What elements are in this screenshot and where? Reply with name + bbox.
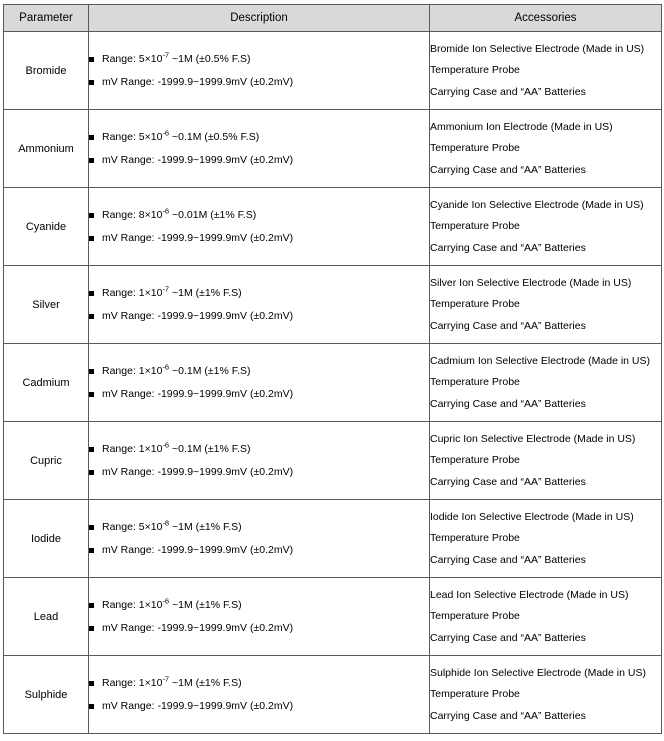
parameter-name: Cyanide <box>4 188 89 266</box>
accessory-item: Temperature Probe <box>430 454 520 467</box>
range-line <box>89 674 429 689</box>
bullet-square-icon <box>89 369 94 374</box>
accessory-item: Carrying Case and “AA” Batteries <box>430 553 586 566</box>
bullet-square-icon <box>89 392 94 397</box>
description-cell <box>89 188 430 266</box>
table-row <box>4 656 662 734</box>
mv-range-text: mV Range: -1999.9~1999.9mV (±0.2mV) <box>102 153 294 166</box>
parameter-name: Bromide <box>4 32 89 110</box>
bullet-square-icon <box>89 213 94 218</box>
accessory-item: Cadmium Ion Selective Electrode (Made in US) <box>430 354 651 367</box>
mv-range-text: mV Range: -1999.9~1999.9mV (±0.2mV) <box>102 699 294 712</box>
accessory-item: Carrying Case and “AA” Batteries <box>430 241 586 254</box>
table-body <box>4 32 662 734</box>
range-text: Range: $1\times 10^{-6}$ ~0.1M (±1% F.S) <box>102 440 251 455</box>
bullet-square-icon <box>89 314 94 319</box>
accessory-item: Carrying Case and “AA” Batteries <box>430 709 586 722</box>
accessory-item: Temperature Probe <box>430 376 520 389</box>
accessory-item: Temperature Probe <box>430 532 520 545</box>
range-exponent: -7 <box>162 284 170 294</box>
mv-range-text: mV Range: -1999.9~1999.9mV (±0.2mV) <box>102 465 294 478</box>
accessory-item: Cupric Ion Selective Electrode (Made in US) <box>430 432 636 445</box>
accessory-item: Temperature Probe <box>430 64 520 77</box>
range-exponent: -6 <box>162 440 170 450</box>
accessory-item: Temperature Probe <box>430 220 520 233</box>
column-header-description: Description <box>89 5 430 32</box>
description-cell <box>89 578 430 656</box>
accessory-item: Iodide Ion Selective Electrode (Made in US) <box>430 510 634 523</box>
accessories-cell <box>430 266 662 344</box>
accessory-item: Ammonium Ion Electrode (Made in US) <box>430 120 613 133</box>
range-line <box>89 518 429 533</box>
bullet-square-icon <box>89 447 94 452</box>
table-header-row <box>4 5 662 32</box>
range-exponent: -7 <box>162 50 170 60</box>
mv-range-line <box>89 545 429 556</box>
accessories-cell <box>430 500 662 578</box>
range-exponent: -6 <box>162 596 170 606</box>
range-exponent: -6 <box>162 362 170 372</box>
range-exponent: -6 <box>162 206 170 216</box>
range-text: Range: $1\times 10^{-7}$ ~1M (±1% F.S) <box>102 284 242 299</box>
bullet-square-icon <box>89 158 94 163</box>
accessory-item: Temperature Probe <box>430 688 520 701</box>
description-cell <box>89 32 430 110</box>
description-cell <box>89 656 430 734</box>
accessory-item: Carrying Case and “AA” Batteries <box>430 475 586 488</box>
accessory-item: Lead Ion Selective Electrode (Made in US) <box>430 588 629 601</box>
table-row <box>4 422 662 500</box>
range-line <box>89 206 429 221</box>
range-text: Range: $8\times 10^{-6}$ ~0.01M (±1% F.S) <box>102 206 257 221</box>
range-exponent: -8 <box>162 518 170 528</box>
table-row <box>4 32 662 110</box>
table-row <box>4 578 662 656</box>
accessories-cell <box>430 422 662 500</box>
mv-range-line <box>89 467 429 478</box>
table-header <box>4 5 662 32</box>
column-header-accessories: Accessories <box>430 5 662 32</box>
accessories-cell <box>430 188 662 266</box>
range-text: Range: $5\times 10^{-6}$ ~0.1M (±0.5% F.S) <box>102 128 260 143</box>
range-line <box>89 440 429 455</box>
parameter-name: Iodide <box>4 500 89 578</box>
mv-range-text: mV Range: -1999.9~1999.9mV (±0.2mV) <box>102 231 294 244</box>
bullet-square-icon <box>89 548 94 553</box>
table-row <box>4 500 662 578</box>
accessory-item: Temperature Probe <box>430 298 520 311</box>
mv-range-line <box>89 77 429 88</box>
table-row <box>4 188 662 266</box>
mv-range-text: mV Range: -1999.9~1999.9mV (±0.2mV) <box>102 75 294 88</box>
bullet-square-icon <box>89 704 94 709</box>
accessories-cell <box>430 578 662 656</box>
accessory-item: Temperature Probe <box>430 610 520 623</box>
accessory-item: Cyanide Ion Selective Electrode (Made in US) <box>430 198 644 211</box>
bullet-square-icon <box>89 57 94 62</box>
accessory-item: Carrying Case and “AA” Batteries <box>430 631 586 644</box>
accessory-item: Carrying Case and “AA” Batteries <box>430 163 586 176</box>
range-line <box>89 50 429 65</box>
mv-range-text: mV Range: -1999.9~1999.9mV (±0.2mV) <box>102 543 294 556</box>
bullet-square-icon <box>89 626 94 631</box>
accessories-cell <box>430 656 662 734</box>
range-line <box>89 284 429 299</box>
range-text: Range: $5\times 10^{-7}$ ~1M (±0.5% F.S) <box>102 50 251 65</box>
accessory-item: Sulphide Ion Selective Electrode (Made in US) <box>430 666 646 679</box>
bullet-square-icon <box>89 525 94 530</box>
parameter-name: Cupric <box>4 422 89 500</box>
description-cell <box>89 344 430 422</box>
range-text: Range: $1\times 10^{-6}$ ~0.1M (±1% F.S) <box>102 362 251 377</box>
range-line <box>89 596 429 611</box>
description-cell <box>89 500 430 578</box>
bullet-square-icon <box>89 681 94 686</box>
accessory-item: Carrying Case and “AA” Batteries <box>430 397 586 410</box>
description-cell <box>89 110 430 188</box>
bullet-square-icon <box>89 80 94 85</box>
parameter-name: Silver <box>4 266 89 344</box>
description-cell <box>89 266 430 344</box>
range-line <box>89 362 429 377</box>
parameter-name: Sulphide <box>4 656 89 734</box>
mv-range-line <box>89 623 429 634</box>
range-exponent: -7 <box>162 674 170 684</box>
bullet-square-icon <box>89 470 94 475</box>
column-header-parameter: Parameter <box>4 5 89 32</box>
range-exponent: -6 <box>162 128 170 138</box>
range-text: Range: $1\times 10^{-7}$ ~1M (±1% F.S) <box>102 674 242 689</box>
accessories-cell <box>430 110 662 188</box>
mv-range-text: mV Range: -1999.9~1999.9mV (±0.2mV) <box>102 387 294 400</box>
mv-range-line <box>89 389 429 400</box>
bullet-square-icon <box>89 236 94 241</box>
parameter-name: Lead <box>4 578 89 656</box>
mv-range-line <box>89 311 429 322</box>
range-text: Range: $1\times 10^{-6}$ ~1M (±1% F.S) <box>102 596 242 611</box>
mv-range-line <box>89 701 429 712</box>
accessory-item: Temperature Probe <box>430 142 520 155</box>
range-text: Range: $5\times 10^{-8}$ ~1M (±1% F.S) <box>102 518 242 533</box>
mv-range-text: mV Range: -1999.9~1999.9mV (±0.2mV) <box>102 621 294 634</box>
parameter-name: Ammonium <box>4 110 89 188</box>
accessory-item: Bromide Ion Selective Electrode (Made in US) <box>430 42 645 55</box>
mv-range-text: mV Range: -1999.9~1999.9mV (±0.2mV) <box>102 309 294 322</box>
ion-parameter-spec-table <box>3 4 662 734</box>
accessories-cell <box>430 32 662 110</box>
table-row <box>4 266 662 344</box>
accessory-item: Silver Ion Selective Electrode (Made in US) <box>430 276 632 289</box>
bullet-square-icon <box>89 603 94 608</box>
table-row <box>4 110 662 188</box>
bullet-square-icon <box>89 291 94 296</box>
accessory-item: Carrying Case and “AA” Batteries <box>430 85 586 98</box>
mv-range-line <box>89 233 429 244</box>
range-line <box>89 128 429 143</box>
parameter-name: Cadmium <box>4 344 89 422</box>
description-cell <box>89 422 430 500</box>
table-row <box>4 344 662 422</box>
mv-range-line <box>89 155 429 166</box>
bullet-square-icon <box>89 135 94 140</box>
accessories-cell <box>430 344 662 422</box>
accessory-item: Carrying Case and “AA” Batteries <box>430 319 586 332</box>
